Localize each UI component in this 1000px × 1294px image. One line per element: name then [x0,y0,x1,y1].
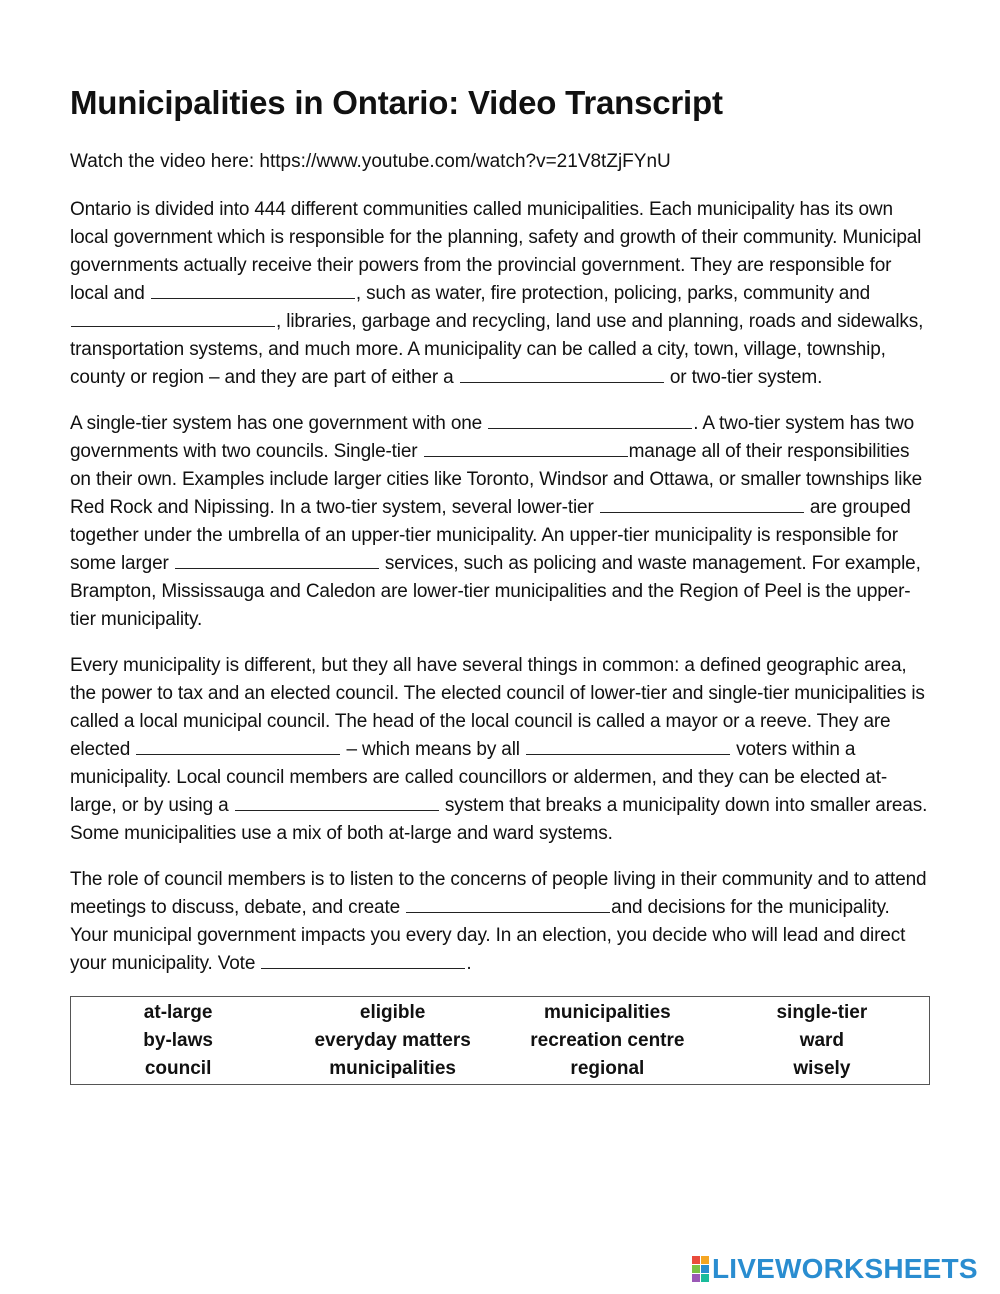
paragraph-3 [70,652,932,848]
blank-field-8[interactable] [136,736,340,755]
blank-field-12[interactable] [261,950,465,969]
blank-field-2[interactable] [71,308,275,327]
paragraph-4 [70,866,932,978]
paragraph-text: or two-tier system. [664,367,823,388]
word-bank-item[interactable]: eligible [359,1002,426,1023]
blank-field-11[interactable] [406,894,610,913]
blank-field-5[interactable] [424,438,628,457]
word-bank-item[interactable]: ward [799,1030,845,1051]
word-bank-item[interactable]: council [144,1058,212,1079]
page-title: Municipalities in Ontario: Video Transcript [70,84,723,121]
blank-field-3[interactable] [460,364,664,383]
logo-square [692,1256,700,1264]
liveworksheets-brand[interactable] [692,1254,978,1284]
paragraph-text: system that breaks a municipality down into smaller areas. Some municipalities use a mix of both at-large and ward systems. [70,795,928,844]
paragraph-text: – which means by all [341,739,525,760]
paragraph-text: A single-tier system has one government with one [70,413,488,434]
word-bank-item[interactable]: by-laws [143,1030,213,1051]
word-bank-row [71,1055,930,1085]
paragraph-text: . [466,953,472,974]
word-bank-item[interactable]: municipalities [329,1058,456,1079]
logo-square [701,1274,709,1282]
logo-square [692,1274,700,1282]
paragraph-2 [70,410,932,634]
blank-field-9[interactable] [526,736,730,755]
logo-square [701,1265,709,1273]
paragraph-text: , libraries, garbage and recycling, land use and planning, roads and sidewalks, transportation systems, and much more. A municipality can be called a city, town, village, township, county or region – and they are part of either a [70,311,924,388]
video-link-text: Watch the video here: https://www.youtube.com/watch?v=21V8tZjFYnU [70,151,671,172]
word-bank-item[interactable]: wisely [793,1058,851,1079]
word-bank-item[interactable]: everyday matters [314,1030,471,1051]
logo-square [692,1265,700,1273]
blank-field-10[interactable] [235,792,439,811]
paragraph-text: manage all of their responsibilities on their own. Examples include larger cities like Toronto, Windsor and Ottawa, or smaller townships like Red Rock and Nipissing. In a two-tier system, several lower-tier [70,441,923,518]
paragraph-text: are grouped together under the umbrella of an upper-tier municipality. An upper-tier municipality is responsible for some larger [70,497,911,574]
brand-name: LIVEWORKSHEETS [712,1253,978,1284]
paragraph-text: and decisions for the municipality. Your municipal government impacts you every day. In an election, you decide who will lead and direct your municipality. Vote [70,897,906,974]
paragraph-text: , such as water, fire protection, policing, parks, community and [355,283,871,304]
liveworksheets-logo-icon [692,1256,709,1282]
blank-field-4[interactable] [488,410,692,429]
blank-field-1[interactable] [151,280,355,299]
paragraph-1 [70,196,932,392]
paragraph-text: The role of council members is to listen to the concerns of people living in their community and to attend meetings to discuss, debate, and create [70,869,927,918]
word-bank-row [71,1027,930,1055]
blank-field-7[interactable] [175,550,379,569]
paragraph-text: voters within a municipality. Local council members are called councillors or aldermen, and they can be elected at-large, or by using a [70,739,887,816]
word-bank-table [70,996,930,1085]
word-bank-item[interactable]: municipalities [544,1002,671,1023]
paragraph-text: . A two-tier system has two governments with two councils. Single-tier [70,413,915,462]
word-bank-item[interactable]: recreation centre [530,1030,685,1051]
paragraph-text: services, such as policing and waste management. For example, Brampton, Mississauga and Caledon are lower-tier municipalities and the Region of Peel is the upper-tier municipality. [70,553,921,630]
paragraph-text: Ontario is divided into 444 different communities called municipalities. Each municipality has its own local government which is responsible for the planning, safety and growth of their community. Municipal governments actually receive their powers from the provincial government. They are responsible for local and [70,199,922,304]
paragraph-text: Every municipality is different, but they all have several things in common: a defined geographic area, the power to tax and an elected council. The elected council of lower-tier and single-tier municipalities is called a local municipal council. The head of the local council is called a mayor or a reeve. They are elected [70,655,925,760]
logo-square [701,1256,709,1264]
blank-field-6[interactable] [600,494,804,513]
worksheet-page [70,80,932,1085]
word-bank-row [71,997,930,1028]
word-bank-item[interactable]: single-tier [776,1002,868,1023]
word-bank-item[interactable]: at-large [143,1002,213,1023]
word-bank-item[interactable]: regional [570,1058,645,1079]
